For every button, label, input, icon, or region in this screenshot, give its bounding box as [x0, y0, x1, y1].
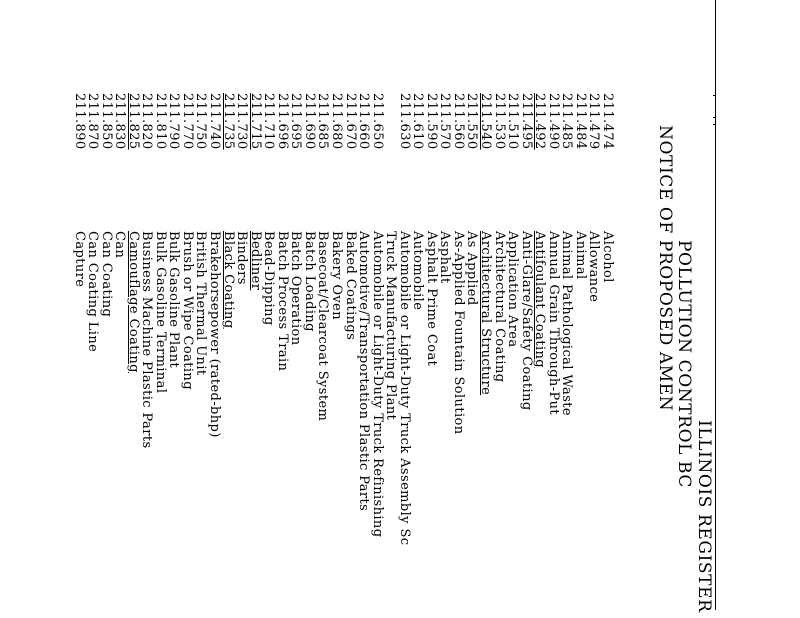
- definition-term: Automobile: [410, 231, 426, 311]
- section-number: 211.830: [112, 93, 128, 150]
- definition-term: Automotive/Transportation Plastic Parts: [356, 231, 372, 512]
- scan-tick-mark: [713, 117, 716, 118]
- definition-term: As-Applied Fountain Solution: [450, 231, 466, 435]
- definition-term: Bakery Oven: [329, 231, 344, 321]
- definition-term: Animal Pathological Waste: [559, 231, 575, 416]
- section-number: 211.590: [423, 93, 439, 150]
- definition-term: British Thermal Unit: [193, 231, 209, 376]
- section-number: 211.685: [315, 93, 331, 150]
- register-title: ILLINOIS REGISTER: [694, 420, 714, 613]
- section-number: 211.510: [505, 93, 521, 150]
- definition-term: As Applied: [464, 231, 480, 306]
- section-number: 211.570: [437, 93, 453, 150]
- section-number: 211.820: [139, 93, 155, 150]
- section-number: 211.560: [450, 93, 466, 150]
- definition-term: Brakehorsepower (rated-bhp): [207, 231, 223, 438]
- section-number: 211.696: [274, 93, 290, 150]
- definition-term: Automobile or Light-Duty Truck Assembly Sc: [396, 231, 412, 546]
- definition-term: Antifoulant Coating: [532, 231, 548, 368]
- notice-title: NOTICE OF PROPOSED AMEN: [655, 125, 675, 412]
- section-number: 211.540: [478, 93, 494, 150]
- section-number: 211.730: [234, 93, 250, 150]
- definition-term: Can Coating: [98, 231, 114, 318]
- definition-term: Bedliner: [247, 231, 263, 291]
- section-number: 211.479: [586, 93, 602, 150]
- definition-term: Architectural Structure: [478, 231, 494, 396]
- definition-term: Batch Loading: [301, 231, 317, 332]
- section-number: 211.735: [220, 93, 236, 150]
- section-number: 211.750: [193, 93, 209, 150]
- section-number: 211.690: [301, 93, 317, 150]
- section-number: 211.870: [85, 93, 101, 150]
- definition-term: Alcohol: [600, 231, 615, 283]
- definition-term: Business Machine Plastic Parts: [139, 231, 155, 449]
- section-number: 211.490: [545, 93, 561, 150]
- section-number: 211.680: [329, 93, 344, 150]
- definition-term: Truck Manufacturing Plant: [383, 231, 399, 421]
- definition-term: Can: [112, 231, 128, 259]
- section-number: 211.770: [179, 93, 195, 150]
- section-number: 211.660: [356, 93, 372, 150]
- section-number: 211.530: [491, 93, 507, 150]
- board-title: POLLUTION CONTROL BC: [674, 240, 694, 489]
- definition-term: Anti-Glare/Safety Coating: [518, 231, 534, 411]
- section-number: 211.890: [71, 93, 87, 150]
- definition-term: Can Coating Line: [85, 231, 101, 353]
- section-number: 211.740: [207, 93, 223, 150]
- definition-term: Annual Grain Through-Put: [545, 231, 561, 416]
- section-number: 211.630: [396, 93, 412, 150]
- section-number: 211.485: [559, 93, 575, 150]
- definition-term: Asphalt: [437, 231, 453, 284]
- definition-term: Batch Operation: [288, 231, 304, 346]
- definition-term: Architectural Coating: [491, 231, 507, 383]
- definition-term: Application Area: [505, 231, 521, 348]
- definition-term: Basecoat/Clearcoat System: [315, 231, 331, 422]
- section-number: 211.610: [410, 93, 426, 150]
- section-number: 211.484: [572, 93, 588, 150]
- definition-term: Black Coating: [220, 231, 236, 329]
- section-number: 211.850: [98, 93, 114, 150]
- section-number: 211.695: [288, 93, 304, 150]
- section-number: 211.650: [369, 93, 385, 150]
- section-number: 211.810: [152, 93, 168, 150]
- section-number: 211.550: [464, 93, 480, 150]
- scan-tick-mark: [713, 124, 716, 125]
- definition-term: Bulk Gasoline Terminal: [152, 231, 168, 394]
- definition-term: Camouflage Coating: [125, 231, 141, 373]
- definition-term: Batch Process Train: [274, 231, 290, 372]
- section-number: 211.715: [247, 93, 263, 150]
- definition-term: Capture: [71, 231, 87, 288]
- section-number: 211.474: [600, 93, 615, 150]
- section-number: 211.492: [532, 93, 548, 150]
- definition-term: Bead-Dipping: [261, 231, 277, 326]
- section-number: 211.790: [166, 93, 182, 150]
- definition-term: Binders: [234, 231, 250, 285]
- header-rule-top: [715, 0, 716, 610]
- definition-term: Asphalt Prime Coat: [423, 231, 439, 367]
- section-number: 211.825: [125, 93, 141, 150]
- definition-term: Automobile or Light-Duty Truck Refinishing: [369, 231, 385, 538]
- definition-term: Allowance: [586, 231, 602, 303]
- scan-tick-mark: [713, 95, 716, 96]
- definition-term: Brush or Wipe Coating: [179, 231, 195, 390]
- definition-term: Bulk Gasoline Plant: [166, 231, 182, 369]
- definition-term: Baked Coatings: [342, 231, 358, 341]
- definition-term: Animal: [572, 231, 588, 280]
- section-number: 211.710: [261, 93, 277, 150]
- section-number: 211.670: [342, 93, 358, 150]
- section-number: 211.495: [518, 93, 534, 150]
